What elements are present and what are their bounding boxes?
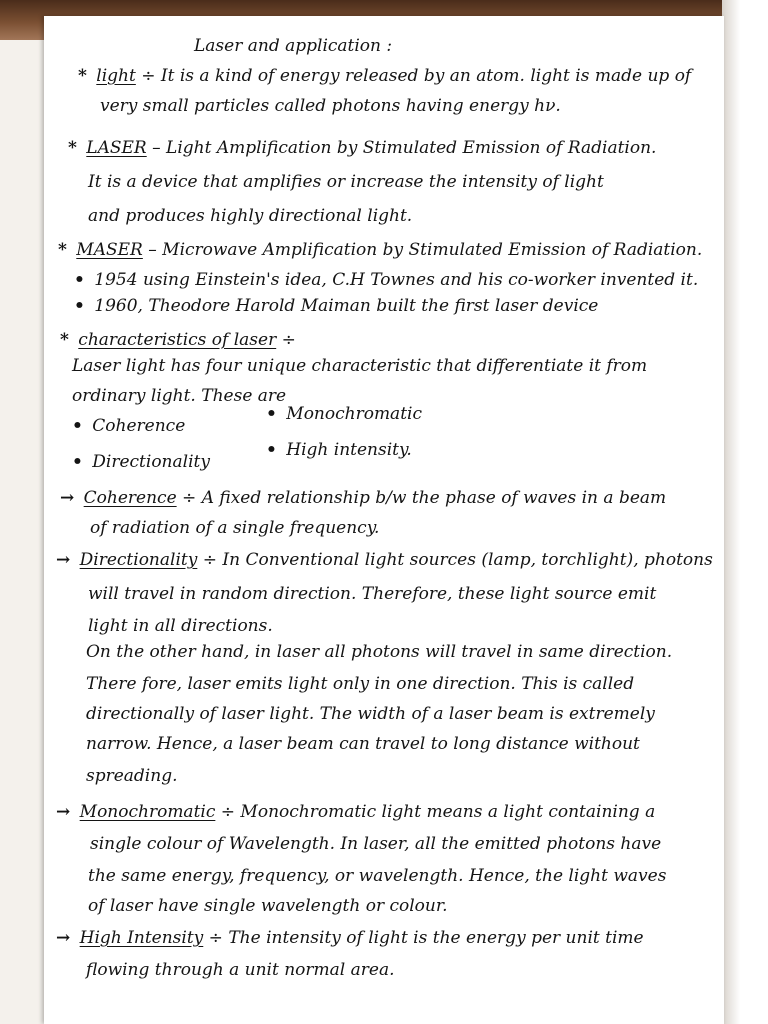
light-def-1: It is a kind of energy released by an atom. light is made up of (160, 66, 692, 86)
laser-def-1: Light Amplification by Stimulated Emission of Radiation. (166, 138, 657, 158)
characteristics-heading-line (60, 330, 296, 350)
directionality-def-8: spreading. (86, 766, 178, 786)
separator: ÷ (208, 928, 223, 948)
characteristics-intro-1: Laser light has four unique characteristic that differentiate it from (72, 356, 648, 376)
coherence-line-1 (60, 488, 666, 508)
characteristic-item: • High intensity. (266, 440, 412, 460)
high-intensity-def-1: The intensity of light is the energy per unit time (228, 928, 644, 948)
light-definition-line-1 (78, 66, 691, 86)
bullet-marker: • (74, 296, 85, 316)
bullet-marker: • (72, 452, 83, 472)
arrow-marker: → (60, 488, 75, 508)
high-intensity-def-2: flowing through a unit normal area. (86, 960, 395, 980)
directionality-def-2: will travel in random direction. Therefore, these light source emit (88, 584, 657, 604)
page-edge (722, 0, 768, 1024)
laser-definition-line-1 (68, 138, 656, 158)
star-marker: * (58, 240, 67, 260)
bullet-marker: • (266, 440, 277, 460)
maser-history-2: • 1960, Theodore Harold Maiman built the first laser device (74, 296, 599, 316)
coherence-term: Coherence (83, 488, 177, 508)
laser-term: LASER (86, 138, 147, 158)
star-marker: * (78, 66, 87, 86)
page-title: Laser and application : (194, 36, 393, 56)
maser-def-1: Microwave Amplification by Stimulated Emission of Radiation. (162, 240, 703, 260)
directionality-term: Directionality (79, 550, 198, 570)
directionality-line-1 (56, 550, 713, 570)
maser-term: MASER (76, 240, 143, 260)
separator: – (148, 240, 157, 260)
characteristic-item: • Directionality (72, 452, 210, 472)
monochromatic-def-3: the same energy, frequency, or wavelength. Hence, the light waves (88, 866, 667, 886)
high-intensity-line-1 (56, 928, 644, 948)
light-term: light (96, 66, 136, 86)
star-marker: * (68, 138, 77, 158)
coherence-def-1: A fixed relationship b/w the phase of waves in a beam (201, 488, 667, 508)
separator: – (152, 138, 161, 158)
arrow-marker: → (56, 928, 71, 948)
separator: ÷ (281, 330, 296, 350)
monochromatic-line-1 (56, 802, 655, 822)
separator: ÷ (202, 550, 217, 570)
separator: ÷ (220, 802, 236, 822)
notebook-page (44, 16, 724, 1024)
coherence-def-2: of radiation of a single frequency. (90, 518, 380, 538)
directionality-def-5: There fore, laser emits light only in one direction. This is called (86, 674, 635, 694)
light-def-2: very small particles called photons having energy hν. (100, 96, 561, 116)
separator: ÷ (141, 66, 156, 86)
arrow-marker: → (56, 802, 71, 822)
laser-def-2: It is a device that amplifies or increase the intensity of light (88, 172, 604, 192)
separator: ÷ (182, 488, 197, 508)
laser-def-3: and produces highly directional light. (88, 206, 413, 226)
monochromatic-def-4: of laser have single wavelength or colour. (88, 896, 448, 916)
monochromatic-def-2: single colour of Wavelength. In laser, all the emitted photons have (90, 834, 662, 854)
characteristic-item: • Monochromatic (266, 404, 422, 424)
characteristics-heading: characteristics of laser (78, 330, 277, 350)
characteristics-intro-2: ordinary light. These are (72, 386, 287, 406)
star-marker: * (60, 330, 69, 350)
arrow-marker: → (56, 550, 71, 570)
directionality-def-6: directionally of laser light. The width of a laser beam is extremely (86, 704, 655, 724)
monochromatic-term: Monochromatic (79, 802, 216, 822)
high-intensity-term: High Intensity (79, 928, 204, 948)
directionality-def-7: narrow. Hence, a laser beam can travel to long distance without (86, 734, 640, 754)
maser-definition-line-1 (58, 240, 702, 260)
bullet-marker: • (72, 416, 83, 436)
monochromatic-def-1: Monochromatic light means a light containing a (240, 802, 656, 822)
maser-history-1: • 1954 using Einstein's idea, C.H Townes and his co-worker invented it. (74, 270, 699, 290)
bullet-marker: • (74, 270, 85, 290)
directionality-def-1: In Conventional light sources (lamp, torchlight), photons (222, 550, 713, 570)
directionality-def-4: On the other hand, in laser all photons will travel in same direction. (86, 642, 673, 662)
characteristic-item: • Coherence (72, 416, 186, 436)
bullet-marker: • (266, 404, 277, 424)
directionality-def-3: light in all directions. (88, 616, 273, 636)
